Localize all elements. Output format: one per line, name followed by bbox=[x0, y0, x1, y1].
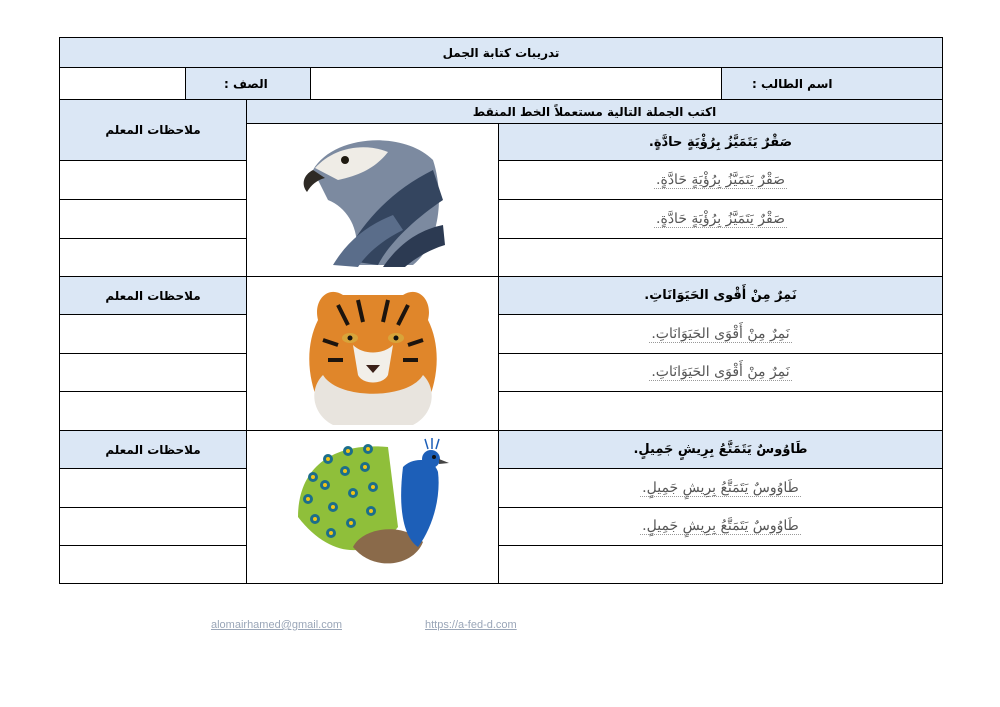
teacher-notes-cell[interactable] bbox=[59, 160, 247, 200]
teacher-notes-cell[interactable] bbox=[59, 545, 247, 584]
teacher-notes-cell[interactable] bbox=[59, 314, 247, 354]
teacher-notes-header: ملاحظات المعلم bbox=[59, 430, 247, 469]
trace-line[interactable] bbox=[498, 160, 943, 200]
trace-text: نَمِرٌ مِنْ أَقْوَى الحَيَوَانَاتِ. bbox=[651, 364, 790, 380]
trace-line[interactable] bbox=[498, 199, 943, 239]
teacher-notes-cell[interactable] bbox=[59, 391, 247, 431]
footer-email[interactable]: alomairhamed@gmail.com bbox=[211, 619, 342, 631]
teacher-notes-cell[interactable] bbox=[59, 353, 247, 392]
teacher-notes-cell[interactable] bbox=[59, 468, 247, 508]
writing-line[interactable] bbox=[498, 391, 943, 431]
trace-text: طَاوُوسٌ يَتَمَتَّعُ بِرِيشٍ جَمِيلٍ. bbox=[642, 479, 799, 496]
peacock-image bbox=[246, 430, 499, 584]
footer-url[interactable]: https://a-fed-d.com bbox=[425, 619, 517, 631]
instruction: اكتب الجملة التالية مستعملاً الخط المنقط bbox=[246, 99, 943, 124]
trace-text: طَاوُوسٌ يَتَمَتَّعُ بِرِيشٍ جَمِيلٍ. bbox=[642, 518, 799, 534]
peacock-icon bbox=[293, 437, 453, 577]
teacher-notes-header: ملاحظات المعلم bbox=[59, 276, 247, 315]
tiger-icon bbox=[298, 280, 448, 428]
student-name-label bbox=[721, 67, 943, 100]
eagle-image bbox=[246, 123, 499, 277]
trace-text: صَقْرٌ يَتَمَيَّزُ بِرُؤْيَةٍ حَادَّةٍ. bbox=[656, 210, 785, 227]
worksheet-title: تدريبات كتابة الجمل bbox=[59, 37, 943, 68]
trace-text: نَمِرٌ مِنْ أَقْوَى الحَيَوَانَاتِ. bbox=[651, 325, 790, 342]
class-label bbox=[185, 67, 311, 100]
eagle-icon bbox=[293, 130, 453, 270]
trace-line[interactable] bbox=[498, 314, 943, 354]
writing-line[interactable] bbox=[498, 238, 943, 277]
trace-line[interactable] bbox=[498, 468, 943, 508]
teacher-notes-cell[interactable] bbox=[59, 199, 247, 239]
model-sentence: صَقْرٌ يَتَمَيَّزُ بِرُؤْيَةٍ حادَّةٍ. bbox=[498, 123, 943, 161]
trace-line[interactable] bbox=[498, 507, 943, 546]
class-label-text: الصف : bbox=[224, 76, 268, 91]
model-sentence: طَاوُوسٌ يَتَمَتَّعُ بِرِيشٍ جَمِيلٍ. bbox=[498, 430, 943, 469]
teacher-notes-header: ملاحظات المعلم bbox=[59, 99, 247, 161]
teacher-notes-cell[interactable] bbox=[59, 507, 247, 546]
trace-line[interactable] bbox=[498, 353, 943, 392]
model-sentence: نَمِرٌ مِنْ أَقْوى الحَيَوَانَاتِ. bbox=[498, 276, 943, 315]
student-name-label-text: اسم الطالب : bbox=[752, 76, 833, 91]
teacher-notes-cell[interactable] bbox=[59, 238, 247, 277]
writing-line[interactable] bbox=[498, 545, 943, 584]
class-field[interactable] bbox=[59, 67, 186, 100]
trace-text: صَقْرٌ يَتَمَيَّزُ بِرُؤْيَةٍ حَادَّةٍ. bbox=[656, 171, 785, 188]
student-name-field[interactable] bbox=[310, 67, 722, 100]
tiger-image bbox=[246, 276, 499, 431]
